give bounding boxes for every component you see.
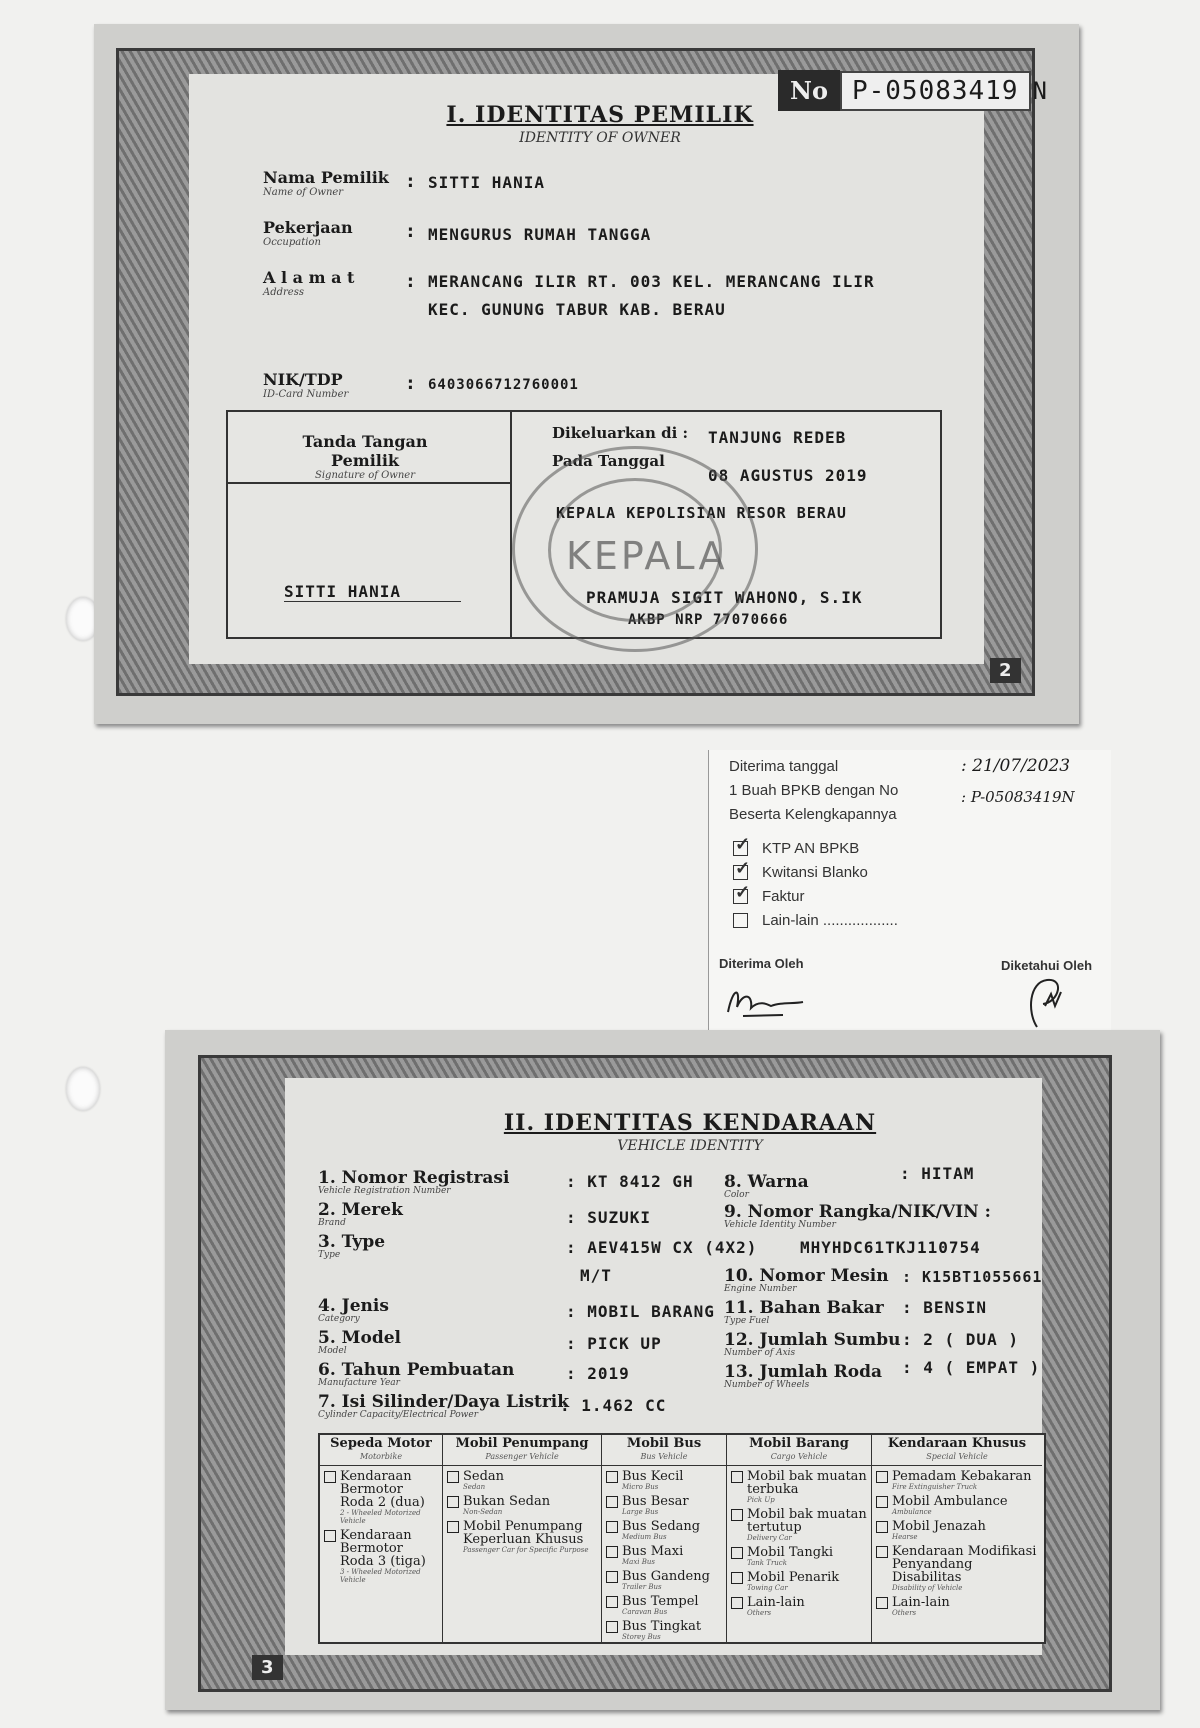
category-option: Bus Maxi Maxi Bus bbox=[606, 1545, 723, 1566]
table-divider bbox=[228, 482, 510, 484]
table-divider bbox=[510, 412, 512, 637]
owner-section-title: I. IDENTITAS PEMILIK bbox=[446, 102, 754, 128]
category-header: Mobil Bus Bus Vehicle bbox=[602, 1435, 726, 1466]
page-number: 3 bbox=[252, 1655, 283, 1680]
checkbox-empty-icon bbox=[324, 1471, 336, 1483]
admin-signature bbox=[723, 982, 813, 1022]
field-type-transmission: M/T bbox=[580, 1266, 612, 1285]
address-line-1: MERANCANG ILIR RT. 003 KEL. MERANCANG ILIR bbox=[428, 272, 875, 291]
category-option: Bus Sedang Medium Bus bbox=[606, 1520, 723, 1541]
issued-at-label: Dikeluarkan di : bbox=[552, 424, 689, 442]
checkbox-empty-icon bbox=[606, 1596, 618, 1608]
owner-section-subtitle: IDENTITY OF OWNER bbox=[519, 130, 681, 146]
category-option: Kendaraan Modifikasi Penyandang Disabilitas Disability of Vehicle bbox=[876, 1545, 1039, 1592]
checkbox-ktp: ✓ KTP AN BPKB bbox=[733, 840, 859, 857]
checkbox-empty-icon bbox=[876, 1546, 888, 1558]
field-cylinder-value: : 1.462 CC bbox=[560, 1396, 667, 1415]
colon: : bbox=[407, 374, 414, 394]
completeness-label: Beserta Kelengkapannya bbox=[729, 806, 897, 823]
address-label: A l a m a t Address bbox=[263, 268, 355, 298]
occupation-value: MENGURUS RUMAH TANGGA bbox=[428, 225, 652, 244]
category-option: Mobil bak muatan tertutup Delivery Car bbox=[731, 1508, 868, 1542]
category-option: Kendaraan Bermotor Roda 2 (dua) 2 - Wheeled Motorized Vehicle bbox=[324, 1470, 439, 1525]
category-option: Pemadam Kebakaran Fire Extinguisher Truck bbox=[876, 1470, 1039, 1491]
field-registration-label: 1. Nomor Registrasi Vehicle Registration Number bbox=[318, 1168, 510, 1196]
field-color-label: 8. Warna Color bbox=[724, 1172, 809, 1200]
issued-date-label: Pada Tanggal bbox=[552, 452, 665, 470]
bpkb-number-value: : P-05083419N bbox=[961, 788, 1075, 806]
field-year-label: 6. Tahun Pembuatan Manufacture Year bbox=[318, 1360, 515, 1388]
field-brand-label: 2. Merek Brand bbox=[318, 1200, 403, 1228]
category-option: Mobil Penumpang Keperluan Khusus Passenger Car for Specific Purpose bbox=[447, 1520, 598, 1554]
category-option: Sedan Sedan bbox=[447, 1470, 598, 1491]
category-motorbike bbox=[320, 1435, 443, 1642]
checkbox-checked-icon bbox=[733, 841, 748, 856]
checkbox-empty-icon bbox=[606, 1471, 618, 1483]
category-option: Lain-lain Others bbox=[731, 1596, 868, 1617]
checkbox-checked-icon bbox=[733, 889, 748, 904]
received-by-label: Diterima Oleh bbox=[719, 956, 804, 971]
checkbox-empty-icon bbox=[731, 1572, 743, 1584]
checkbox-empty-icon bbox=[876, 1521, 888, 1533]
checkbox-checked-icon bbox=[733, 865, 748, 880]
checkbox-empty-icon bbox=[447, 1521, 459, 1533]
field-type-value: : AEV415W CX (4X2) bbox=[566, 1238, 758, 1257]
occupation-label: Pekerjaan Occupation bbox=[263, 218, 353, 248]
bpkb-number-label: 1 Buah BPKB dengan No bbox=[729, 782, 899, 799]
owner-signature-name: SITTI HANIA bbox=[284, 582, 461, 602]
checkbox-empty-icon bbox=[447, 1471, 459, 1483]
category-option: Bus Tingkat Storey Bus bbox=[606, 1620, 723, 1641]
official-rank: AKBP NRP 77070666 bbox=[628, 612, 789, 628]
checkbox-empty-icon bbox=[876, 1597, 888, 1609]
checkbox-empty-icon bbox=[733, 913, 748, 928]
checkbox-lain-lain: Lain-lain .................. bbox=[733, 912, 898, 929]
category-option: Mobil Tangki Tank Truck bbox=[731, 1546, 868, 1567]
issued-date-value: 08 AGUSTUS 2019 bbox=[708, 466, 868, 485]
document-number: P-05083419 bbox=[840, 71, 1031, 111]
page-number: 2 bbox=[990, 658, 1021, 683]
checkbox-faktur: ✓ Faktur bbox=[733, 888, 805, 905]
category-option: Bus Besar Large Bus bbox=[606, 1495, 723, 1516]
known-by-label: Diketahui Oleh bbox=[1001, 958, 1093, 973]
kcs-signature bbox=[1007, 972, 1077, 1032]
field-category-value: : MOBIL BARANG bbox=[566, 1302, 715, 1321]
field-model-value: : PICK UP bbox=[566, 1334, 662, 1353]
field-registration-value: : KT 8412 GH bbox=[566, 1172, 694, 1191]
checkbox-empty-icon bbox=[731, 1471, 743, 1483]
checkbox-empty-icon bbox=[606, 1621, 618, 1633]
field-engine-label: 10. Nomor Mesin Engine Number bbox=[724, 1266, 889, 1294]
category-option: Mobil Penarik Towing Car bbox=[731, 1571, 868, 1592]
nik-label: NIK/TDP ID-Card Number bbox=[263, 370, 349, 400]
checkbox-empty-icon bbox=[731, 1597, 743, 1609]
category-option: Bus Tempel Caravan Bus bbox=[606, 1595, 723, 1616]
field-fuel-value: : BENSIN bbox=[902, 1298, 988, 1317]
owner-signature-label: Tanda Tangan Pemilik Signature of Owner bbox=[302, 432, 428, 481]
category-header: Kendaraan Khusus Special Vehicle bbox=[872, 1435, 1042, 1466]
field-type-label: 3. Type Type bbox=[318, 1232, 386, 1260]
field-engine-value: : K15BT1055661 bbox=[902, 1268, 1043, 1286]
vehicle-category-table bbox=[318, 1433, 1046, 1644]
owner-name-value: SITTI HANIA bbox=[428, 173, 545, 192]
category-cargo bbox=[727, 1435, 872, 1642]
field-color-value: : HITAM bbox=[900, 1164, 975, 1183]
category-option: Lain-lain Others bbox=[876, 1596, 1039, 1617]
checkbox-empty-icon bbox=[731, 1547, 743, 1559]
number-label: No bbox=[778, 70, 840, 111]
field-year-value: : 2019 bbox=[566, 1364, 630, 1383]
checkbox-empty-icon bbox=[876, 1496, 888, 1508]
issued-at-value: TANJUNG REDEB bbox=[708, 428, 847, 447]
field-wheels-label: 13. Jumlah Roda Number of Wheels bbox=[724, 1362, 883, 1390]
category-option: Mobil Jenazah Hearse bbox=[876, 1520, 1039, 1541]
field-wheels-value: : 4 ( EMPAT ) bbox=[902, 1358, 1041, 1377]
checkbox-empty-icon bbox=[606, 1496, 618, 1508]
category-passenger bbox=[443, 1435, 602, 1642]
category-option: Bukan Sedan Non-Sedan bbox=[447, 1495, 598, 1516]
category-header: Mobil Penumpang Passenger Vehicle bbox=[443, 1435, 601, 1466]
field-fuel-label: 11. Bahan Bakar Type Fuel bbox=[724, 1298, 884, 1326]
vehicle-section-title: II. IDENTITAS KENDARAAN bbox=[503, 1110, 877, 1136]
category-special bbox=[872, 1435, 1042, 1642]
document-number-suffix: N bbox=[1032, 76, 1047, 105]
address-line-2: KEC. GUNUNG TABUR KAB. BERAU bbox=[428, 300, 726, 319]
category-header: Sepeda Motor Motorbike bbox=[320, 1435, 442, 1466]
checkbox-empty-icon bbox=[447, 1496, 459, 1508]
official-name: PRAMUJA SIGIT WAHONO, S.IK bbox=[586, 588, 863, 607]
received-date-value: : 21/07/2023 bbox=[961, 756, 1071, 776]
checkbox-empty-icon bbox=[324, 1530, 336, 1542]
field-cylinder-label: 7. Isi Silinder/Daya Listrik Cylinder Capacity/Electrical Power bbox=[318, 1392, 570, 1420]
field-brand-value: : SUZUKI bbox=[566, 1208, 652, 1227]
received-date-label: Diterima tanggal bbox=[729, 758, 839, 775]
receipt-stamp bbox=[708, 750, 1111, 1057]
colon: : bbox=[407, 222, 414, 242]
stamp-text: KEPALA bbox=[566, 534, 728, 578]
category-option: Bus Kecil Micro Bus bbox=[606, 1470, 723, 1491]
issuing-office: KEPALA KEPOLISIAN RESOR BERAU bbox=[556, 504, 847, 522]
field-axis-value: : 2 ( DUA ) bbox=[902, 1330, 1019, 1349]
checkbox-empty-icon bbox=[606, 1521, 618, 1533]
checkbox-empty-icon bbox=[731, 1509, 743, 1521]
field-axis-label: 12. Jumlah Sumbu Number of Axis bbox=[724, 1330, 901, 1358]
checkbox-empty-icon bbox=[606, 1571, 618, 1583]
field-category-label: 4. Jenis Category bbox=[318, 1296, 389, 1324]
checkbox-empty-icon bbox=[606, 1546, 618, 1558]
nik-value: 6403066712760001 bbox=[428, 377, 579, 393]
field-vin-value: MHYHDC61TKJ110754 bbox=[800, 1238, 981, 1257]
punch-hole-bottom bbox=[66, 1067, 100, 1111]
owner-name-label: Nama Pemilik Name of Owner bbox=[263, 168, 389, 198]
vehicle-section-subtitle: VEHICLE IDENTITY bbox=[617, 1138, 763, 1154]
colon: : bbox=[407, 272, 414, 292]
category-option: Bus Gandeng Trailer Bus bbox=[606, 1570, 723, 1591]
field-model-label: 5. Model Model bbox=[318, 1328, 401, 1356]
category-option: Mobil bak muatan terbuka Pick Up bbox=[731, 1470, 868, 1504]
category-header: Mobil Barang Cargo Vehicle bbox=[727, 1435, 871, 1466]
checkbox-kwitansi: ✓ Kwitansi Blanko bbox=[733, 864, 868, 881]
category-bus bbox=[602, 1435, 727, 1642]
category-option: Kendaraan Bermotor Roda 3 (tiga) 3 - Wheeled Motorized Vehicle bbox=[324, 1529, 439, 1584]
colon: : bbox=[407, 172, 414, 192]
category-option: Mobil Ambulance Ambulance bbox=[876, 1495, 1039, 1516]
checkbox-empty-icon bbox=[876, 1471, 888, 1483]
field-vin-label: 9. Nomor Rangka/NIK/VIN : Vehicle Identity Number bbox=[724, 1202, 991, 1230]
